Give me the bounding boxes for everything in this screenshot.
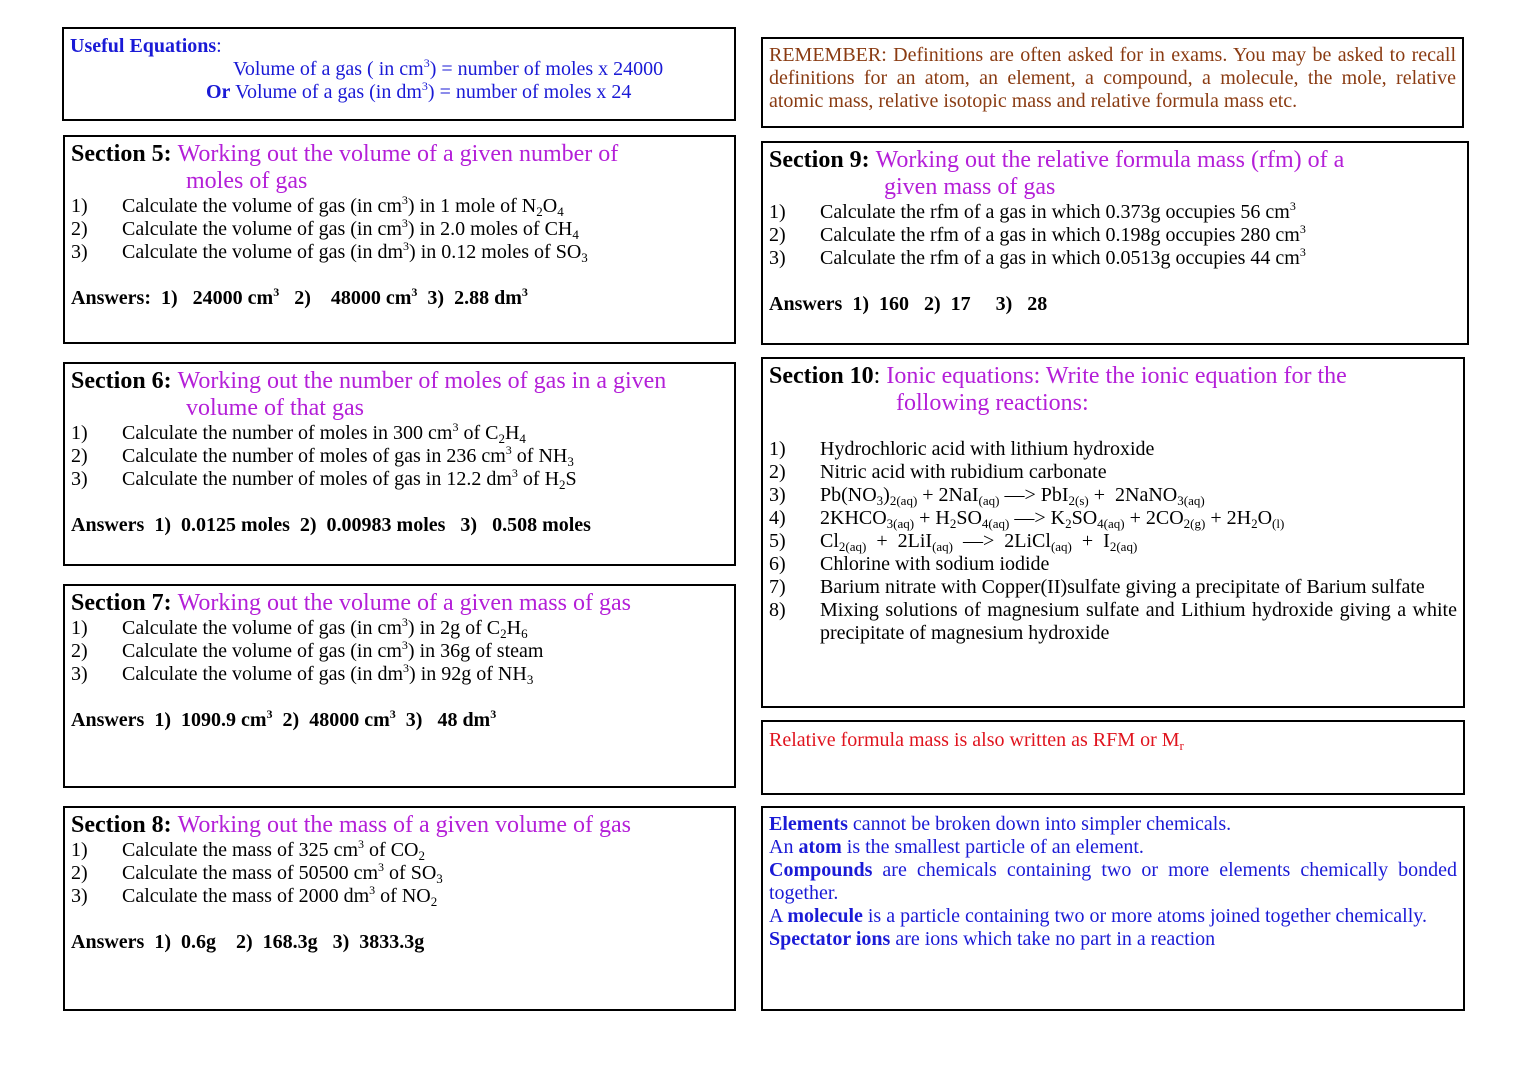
question-item: 3) Calculate the volume of gas (in $dm^3$) in 92g of $NH_3$: [71, 661, 534, 687]
question-item: 1) Calculate the number of moles in 300 $cm^3$ of $C_2H_4$: [71, 420, 526, 446]
section-9-answers: Answers 1) 160 2) 17 3) 28: [769, 293, 1048, 315]
section-5-answers: Answers: 1) 24000 $cm^3$ 2) 48000 $cm^3$ 3) 2.88 $dm^3$: [71, 285, 528, 309]
section-5-title: Section 5: Working out the volume of a given number of: [71, 141, 619, 167]
definitions-box: [761, 806, 1465, 1011]
reaction-item: 1) Hydrochloric acid with lithium hydroxide: [769, 438, 1155, 460]
section-5-questions: [71, 195, 728, 264]
question-item: 1) Calculate the volume of gas (in $cm^3$) in 2g of $C_2H_6$: [71, 615, 528, 641]
question-item: 3) Calculate the rfm of a gas in which 0.0513g occupies 44 $cm^3$: [769, 245, 1306, 269]
reaction-item: 8) Mixing solutions of magnesium sulfate and Lithium hydroxide giving a white precipitate of magnesium hydroxide: [769, 599, 1457, 644]
remember-text: REMEMBER: Definitions are often asked for in exams. You may be asked to recall definitions for an atom, an element, a compound, a molecule, the mole, relative atomic mass, relative isotopic mass and relative formula mass etc.: [769, 44, 1456, 112]
section-7-answers: Answers 1) 1090.9 $cm^3$ 2) 48000 $cm^3$ 3) 48 $dm^3$: [71, 707, 497, 731]
question-item: 2) Calculate the volume of gas (in $cm^3$) in 36g of steam: [71, 638, 544, 662]
question-item: 2) Calculate the rfm of a gas in which 0.198g occupies 280 $cm^3$: [769, 222, 1306, 246]
equation-dm3: Or Volume of a gas (in $dm^3$) = number of moles x 24: [206, 79, 632, 103]
question-item: 3) Calculate the number of moles of gas in 12.2 $dm^3$ of $H_2S$: [71, 466, 577, 492]
question-item: 3) Calculate the volume of gas (in $dm^3$) in 0.12 moles of $SO_3$: [71, 239, 588, 265]
section-6-questions: [71, 422, 728, 491]
section-10-items: [769, 438, 1457, 645]
rfm-note-text: Relative formula mass is also written as RFM or $M_r$: [769, 729, 1184, 753]
reaction-item: 7) Barium nitrate with Copper(II)sulfate giving a precipitate of Barium sulfate: [769, 576, 1425, 598]
definition-atom: An atom is the smallest particle of an element.: [769, 836, 1144, 858]
equation-cm3: Volume of a gas ( in $cm^3$) = number of moles x 24000: [233, 56, 664, 80]
section-8-box: [63, 806, 736, 1011]
section-6-box: Section 6: Working out the number of moles of gas in a given volume of that gas 1) Calculate the number of moles in 300 $cm^3$ of $C_2H_4$ 2) Calculate the number of moles of gas in 236 $cm^3$ of $NH_3$ 3) Calculate the number of moles of gas in 12.2 $dm^3$ of $H_2S$ Answers 1) 0.0125 moles 2) 0.00983 moles 3) 0.508 moles: [63, 362, 736, 566]
question-item: 2) Calculate the mass of 50500 $cm^3$ of $SO_3$: [71, 860, 443, 886]
section-8-questions: [71, 839, 728, 908]
reaction-item: 3) $Pb(NO_3)_{2(aq)} + 2NaI_{(aq)}$ —> PbI$_{2(s)}$ + 2NaNO$_{3(aq)}$: [769, 484, 1205, 508]
section-7-title: Section 7: Working out the volume of a given mass of gas: [71, 590, 631, 616]
question-item: 3) Calculate the mass of 2000 $dm^3$ of $NO_2$: [71, 883, 438, 909]
question-item: 2) Calculate the volume of gas (in $cm^3$) in 2.0 moles of $CH_4$: [71, 216, 579, 242]
section-7-box: [63, 584, 736, 788]
section-6-title: Section 6: Working out the number of moles of gas in a given: [71, 368, 667, 394]
section-10-box: Section 10: Ionic equations: Write the ionic equation for the following reactions: 1) Hydrochloric acid with lithium hydroxide 2) Nitric acid with rubidium carbonate 3) $Pb(NO_3)_{2(aq)} + 2NaI_{(aq)}$ —> PbI$_{2(s)}$ + 2NaNO$_{3(aq)}$ 4) $2KHCO_{3(aq)} + H_2SO_{4(aq)}$ —> $K_2SO_{4(aq)} + 2CO_{2(g)} + 2H_2O_{(l)}$ 5) $Cl_{2(aq)} + 2LiI_{(aq)}$ —> 2LiCl$_{(aq)}$ + $I_{2(aq)}$ 6) Chlorine with sodium iodide 7) Barium nitrate with Copper(II)sulfate giving a precipitate of Barium sulfate 8) Mixing solutions of magnesium sulfate and Lithium hydroxide giving a white precipitate of magnesium hydroxide: [761, 357, 1465, 708]
question-item: 1) Calculate the mass of 325 $cm^3$ of $CO_2$: [71, 837, 425, 863]
section-8-answers: Answers 1) 0.6g 2) 168.3g 3) 3833.3g: [71, 931, 425, 953]
section-8-title: Section 8: Working out the mass of a given volume of gas: [71, 812, 631, 838]
section-6-answers: Answers 1) 0.0125 moles 2) 0.00983 moles 3) 0.508 moles: [71, 514, 591, 536]
reaction-item: 2) Nitric acid with rubidium carbonate: [769, 461, 1107, 483]
definition-spectator-ions: Spectator ions are ions which take no part in a reaction: [769, 928, 1216, 950]
section-9-questions: [769, 201, 1461, 270]
section-5-box: Section 5: Working out the volume of a given number of moles of gas 1) Calculate the volume of gas (in $cm^3$) in 1 mole of $N_2O_4$ 2) Calculate the volume of gas (in $cm^3$) in 2.0 moles of $CH_4$ 3) Calculate the volume of gas (in $dm^3$) in 0.12 moles of $SO_3$ Answers: 1) 24000 $cm^3$ 2) 48000 $cm^3$ 3) 2.88 $dm^3$: [63, 135, 736, 344]
rfm-note-box: [761, 720, 1465, 795]
remember-box: [761, 37, 1464, 128]
reaction-item: 6) Chlorine with sodium iodide: [769, 553, 1050, 575]
question-item: 1) Calculate the rfm of a gas in which 0.373g occupies 56 $cm^3$: [769, 199, 1296, 223]
reaction-item: 5) $Cl_{2(aq)} + 2LiI_{(aq)}$ —> 2LiCl$_{(aq)}$ + $I_{2(aq)}$: [769, 530, 1138, 554]
question-item: 2) Calculate the number of moles of gas in 236 $cm^3$ of $NH_3$: [71, 443, 574, 469]
useful-equations-heading: Useful Equations:: [70, 35, 222, 57]
section-7-questions: [71, 617, 728, 686]
useful-equations-box: [62, 27, 736, 121]
reaction-item: 4) $2KHCO_{3(aq)} + H_2SO_{4(aq)}$ —> $K_2SO_{4(aq)} + 2CO_{2(g)} + 2H_2O_{(l)}$: [769, 507, 1285, 531]
definition-molecule: A molecule is a particle containing two or more atoms joined together chemically.: [769, 905, 1427, 927]
definition-compounds: Compounds are chemicals containing two or more elements chemically bonded together.: [769, 859, 1457, 904]
section-10-title: Section 10: Ionic equations: Write the ionic equation for the: [769, 363, 1347, 389]
question-item: 1) Calculate the volume of gas (in $cm^3$) in 1 mole of $N_2O_4$: [71, 193, 564, 219]
section-9-title: Section 9: Working out the relative formula mass (rfm) of a: [769, 147, 1345, 173]
definition-elements: Elements cannot be broken down into simpler chemicals.: [769, 813, 1232, 835]
section-9-box: Section 9: Working out the relative formula mass (rfm) of a given mass of gas 1) Calculate the rfm of a gas in which 0.373g occupies 56 $cm^3$ 2) Calculate the rfm of a gas in which 0.198g occupies 280 $cm^3$ 3) Calculate the rfm of a gas in which 0.0513g occupies 44 $cm^3$ Answers 1) 160 2) 17 3) 28: [761, 141, 1469, 345]
